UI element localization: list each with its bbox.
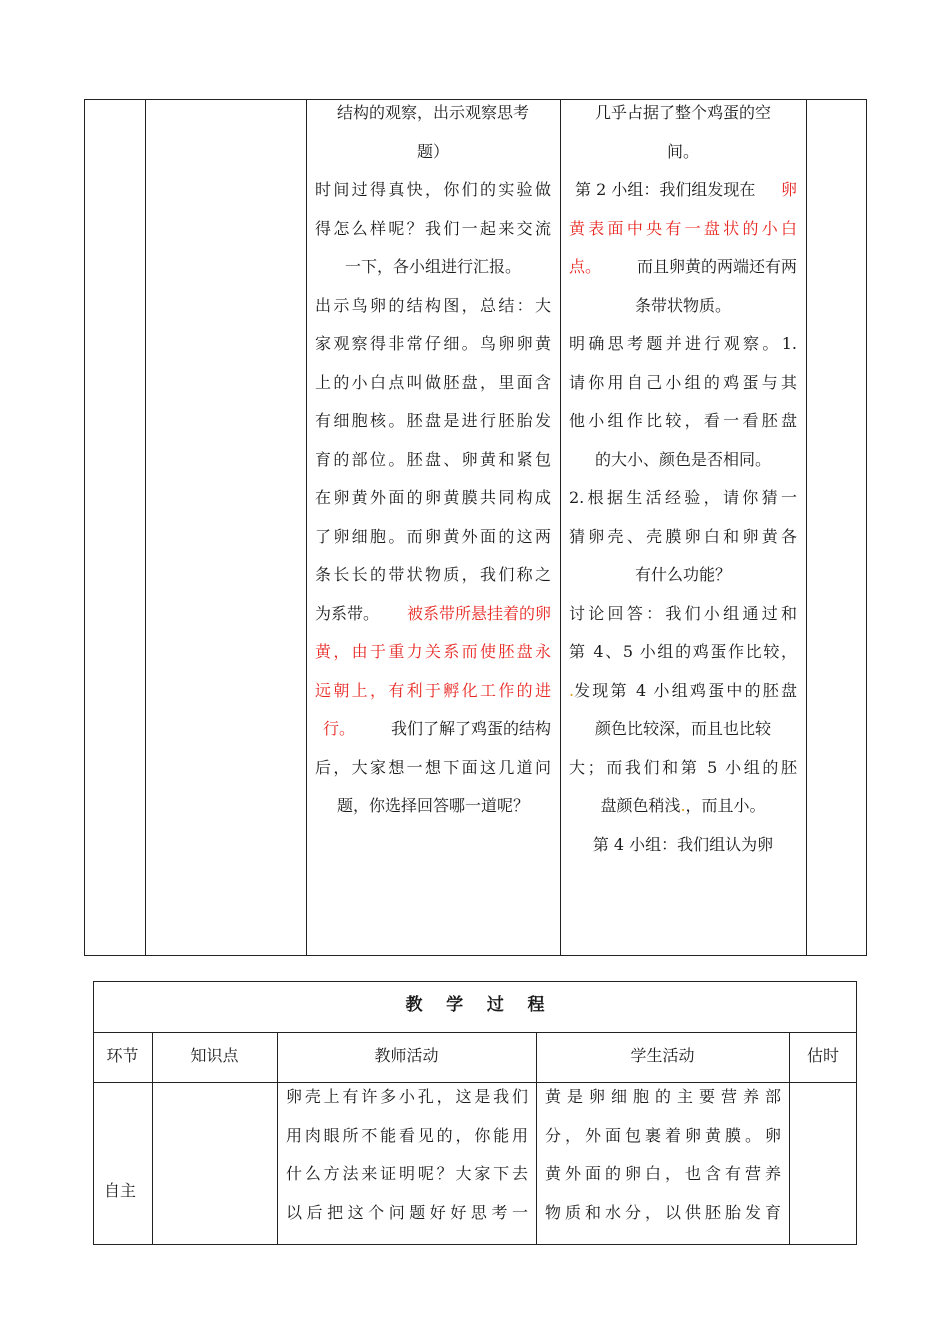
text-line: 用肉眼所不能看见的，你能用 bbox=[286, 1125, 528, 1145]
top-teacher-activity bbox=[315, 94, 551, 826]
text-line bbox=[569, 248, 797, 287]
text-line: 家观察得非常仔细。鸟卵卵黄 bbox=[315, 334, 551, 353]
text-line: 卵壳上有许多小孔，这是我们 bbox=[286, 1087, 528, 1106]
text-line: 几乎占据了整个鸡蛋的空 bbox=[594, 103, 771, 122]
text-line: 请你用自己小组的鸡蛋与其 bbox=[569, 372, 797, 392]
text-line: 他小组作比较，看一看胚盘 bbox=[569, 411, 797, 430]
text-line: 有细胞核。胚盘是进行胚胎发 bbox=[315, 411, 551, 430]
text-segment: 为系带。 bbox=[315, 603, 380, 623]
text-line: 得怎么样呢？我们一起来交流 bbox=[315, 218, 551, 238]
text-line: 题，你选择回答哪一道呢？ bbox=[336, 796, 529, 815]
section-label: 自主 bbox=[104, 1181, 137, 1200]
text-line: 分，外面包裹着卵黄膜。卵 bbox=[545, 1125, 781, 1145]
top-col-divider-2 bbox=[306, 99, 307, 956]
highlight-text: 被系带所悬挂着的卵 bbox=[406, 603, 551, 623]
bottom-student-activity bbox=[545, 1078, 781, 1232]
orange-dot-mark: . bbox=[569, 680, 575, 700]
text-line: 明确思考题并进行观察。1. bbox=[569, 334, 797, 353]
highlight-text: 行。 bbox=[323, 719, 356, 738]
highlight-text: 卵 bbox=[780, 180, 797, 199]
text-line: 间。 bbox=[666, 141, 699, 161]
text-segment: 我们了解了鸡蛋的结构 bbox=[390, 719, 551, 738]
text-line: 后，大家想一想下面这几道问 bbox=[315, 757, 551, 777]
text-line: 什么方法来证明呢？大家下去 bbox=[286, 1164, 528, 1183]
header-student-activity: 学生活动 bbox=[630, 1046, 695, 1065]
text-line: 第 4 小组：我们组认为卵 bbox=[592, 834, 774, 854]
bottom-title-divider bbox=[93, 1032, 857, 1033]
text-line bbox=[315, 710, 551, 749]
top-col-divider-3 bbox=[560, 99, 561, 956]
text-segment: 第 2 小组：我们组发现在 bbox=[575, 180, 756, 199]
text-line: 的大小、颜色是否相同。 bbox=[594, 449, 771, 469]
highlight-line: 黄，由于重力关系而使胚盘永 bbox=[315, 642, 551, 661]
text-segment: 盘颜色稍浅 bbox=[600, 796, 681, 815]
highlight-text: 点。 bbox=[569, 257, 602, 276]
header-knowledge-point: 知识点 bbox=[190, 1046, 239, 1065]
text-segment: 发现第 4 小组鸡蛋中的胚盘 bbox=[574, 680, 797, 700]
top-student-activity bbox=[569, 94, 797, 864]
text-line: 物质和水分，以供胚胎发育 bbox=[545, 1202, 781, 1222]
text-line: 结构的观察，出示观察思考 bbox=[336, 103, 529, 122]
highlight-line: 远朝上，有利于孵化工作的进 bbox=[315, 680, 551, 700]
text-line: 黄外面的卵白，也含有营养 bbox=[545, 1164, 781, 1183]
text-line: 题） bbox=[416, 141, 449, 161]
text-line: 以后把这个问题好好思考一 bbox=[286, 1202, 528, 1222]
teaching-process-title: 教 学 过 程 bbox=[405, 995, 545, 1015]
top-col-divider-1 bbox=[145, 99, 146, 956]
text-line bbox=[569, 171, 797, 210]
text-line bbox=[569, 672, 797, 711]
text-line: 上的小白点叫做胚盘，里面含 bbox=[315, 372, 551, 392]
text-line: 了卵细胞。而卵黄外面的这两 bbox=[315, 526, 551, 546]
text-line: 一下，各小组进行汇报。 bbox=[344, 257, 521, 276]
highlight-line: 黄表面中央有一盘状的小白 bbox=[569, 218, 797, 238]
top-col-divider-4 bbox=[806, 99, 807, 956]
text-line bbox=[315, 595, 551, 634]
orange-dot-mark: . bbox=[680, 796, 686, 815]
text-line bbox=[569, 787, 797, 826]
text-line: 出示鸟卵的结构图，总结：大 bbox=[315, 295, 551, 315]
text-segment: 而且卵黄的两端还有两 bbox=[636, 257, 797, 276]
text-line: 2.根据生活经验，请你猜一 bbox=[569, 488, 797, 507]
text-line: 有什么功能？ bbox=[634, 565, 731, 584]
text-line: 大；而我们和第 5 小组的胚 bbox=[569, 757, 797, 777]
text-line: 条带状物质。 bbox=[634, 295, 731, 315]
text-line: 黄是卵细胞的主要营养部 bbox=[545, 1087, 781, 1106]
text-line: 颜色比较深，而且也比较 bbox=[594, 719, 771, 738]
text-line: 第 4、5 小组的鸡蛋作比较， bbox=[569, 642, 797, 661]
text-line: 在卵黄外面的卵黄膜共同构成 bbox=[315, 488, 551, 507]
header-section: 环节 bbox=[106, 1046, 139, 1065]
text-segment: ，而且小。 bbox=[685, 796, 766, 815]
text-line: 猜卵壳、壳膜卵白和卵黄各 bbox=[569, 526, 797, 546]
text-line: 育的部位。胚盘、卵黄和紧包 bbox=[315, 449, 551, 469]
bottom-teacher-activity bbox=[286, 1078, 528, 1232]
text-line: 讨论回答：我们小组通过和 bbox=[569, 603, 797, 623]
text-line: 时间过得真快，你们的实验做 bbox=[315, 180, 551, 199]
header-teacher-activity: 教师活动 bbox=[374, 1046, 439, 1065]
text-line: 条长长的带状物质，我们称之 bbox=[315, 565, 551, 584]
header-estimated-time: 估时 bbox=[806, 1046, 839, 1065]
